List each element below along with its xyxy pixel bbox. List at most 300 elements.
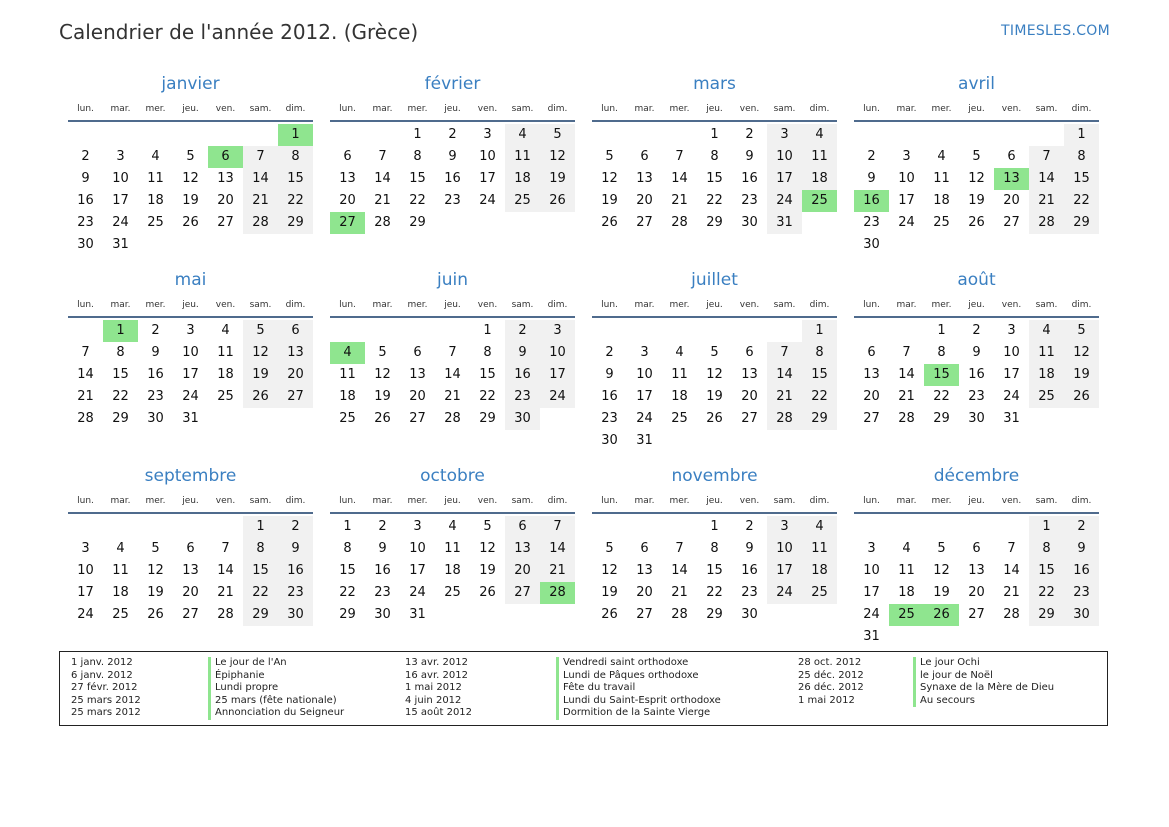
day-cell: 2 — [867, 149, 876, 164]
month-name: juin — [437, 270, 468, 290]
brand-link[interactable]: TIMESLES.COM — [1001, 23, 1110, 39]
day-cell: 31 — [863, 629, 880, 644]
day-cell: 21 — [243, 190, 278, 212]
weekday-label: ven. — [477, 104, 498, 114]
day-cell: 2 — [151, 323, 160, 338]
weekday-label: sam. — [511, 496, 534, 506]
weekday-label: lun. — [339, 300, 356, 310]
weekday-label: lun. — [863, 104, 880, 114]
day-cell: 22 — [409, 193, 426, 208]
day-cell: 24 — [479, 193, 496, 208]
legend-date: 25 mars 2012 — [71, 707, 141, 719]
weekday-header — [68, 98, 313, 122]
day-cell: 31 — [112, 237, 129, 252]
day-cell: 26 — [968, 215, 985, 230]
day-cell: 21 — [217, 585, 234, 600]
holiday-day-cell: 27 — [330, 212, 365, 234]
day-cell: 23 — [601, 411, 618, 426]
weekday-label: sam. — [1035, 300, 1058, 310]
weekday-label: sam. — [249, 300, 272, 310]
day-cell: 26 — [479, 585, 496, 600]
day-cell: 21 — [374, 193, 391, 208]
weekday-label: mar. — [110, 496, 131, 506]
day-cell: 12 — [374, 367, 391, 382]
day-cell: 16 — [374, 563, 391, 578]
day-cell: 11 — [217, 345, 234, 360]
day-cell: 11 — [933, 171, 950, 186]
day-cell: 26 — [374, 411, 391, 426]
weekday-label: ven. — [1001, 496, 1022, 506]
day-cell: 12 — [1064, 342, 1099, 364]
month-name: août — [957, 270, 996, 290]
day-cell: 28 — [243, 212, 278, 234]
day-cell: 2 — [972, 323, 981, 338]
weekday-label: mer. — [145, 496, 166, 506]
day-cell: 27 — [278, 386, 313, 408]
month-block — [330, 268, 575, 464]
empty-cell — [959, 124, 994, 146]
day-cell: 28 — [217, 607, 234, 622]
day-cell: 30 — [374, 607, 391, 622]
day-cell: 2 — [448, 127, 457, 142]
day-cell: 14 — [444, 367, 461, 382]
day-cell: 27 — [409, 411, 426, 426]
day-cell: 8 — [483, 345, 492, 360]
empty-cell — [889, 320, 924, 342]
day-cell: 14 — [243, 168, 278, 190]
day-cell: 17 — [409, 563, 426, 578]
weekday-label: dim. — [809, 496, 830, 506]
month-block — [68, 72, 313, 268]
weekday-label: ven. — [739, 104, 760, 114]
weekday-label: dim. — [547, 300, 568, 310]
day-cell: 23 — [77, 215, 94, 230]
weekday-label: jeu. — [444, 496, 461, 506]
empty-cell — [854, 320, 889, 342]
day-cell: 5 — [540, 124, 575, 146]
weekday-label: sam. — [511, 300, 534, 310]
weekday-header — [854, 490, 1099, 514]
day-cell: 29 — [339, 607, 356, 622]
day-cell: 25 — [217, 389, 234, 404]
day-cell: 25 — [112, 607, 129, 622]
legend-holiday-name: Épiphanie — [208, 670, 344, 683]
day-cell: 23 — [741, 585, 758, 600]
day-cell: 21 — [767, 386, 802, 408]
day-cell: 8 — [1029, 538, 1064, 560]
weekday-label: jeu. — [182, 104, 199, 114]
legend-date: 6 janv. 2012 — [71, 669, 133, 681]
day-cell: 22 — [802, 386, 837, 408]
weekday-label: ven. — [1001, 104, 1022, 114]
day-cell: 18 — [802, 560, 837, 582]
day-cell: 14 — [217, 563, 234, 578]
day-cell: 11 — [112, 563, 129, 578]
weekday-label: mar. — [896, 104, 917, 114]
day-cell: 14 — [671, 563, 688, 578]
month-name: mai — [174, 270, 207, 290]
day-cell: 24 — [636, 411, 653, 426]
weekday-label: dim. — [285, 496, 306, 506]
holiday-day-cell: 28 — [540, 582, 575, 604]
day-cell: 22 — [278, 190, 313, 212]
day-cell: 20 — [741, 389, 758, 404]
day-cell: 6 — [343, 149, 352, 164]
day-cell: 4 — [448, 519, 457, 534]
legend-holiday-name: 25 mars (fête nationale) — [208, 695, 344, 708]
day-cell: 15 — [479, 367, 496, 382]
day-cell: 30 — [505, 408, 540, 430]
day-cell: 29 — [1029, 604, 1064, 626]
day-cell: 13 — [968, 563, 985, 578]
day-cell: 9 — [1064, 538, 1099, 560]
day-cell: 11 — [671, 367, 688, 382]
empty-cell — [662, 124, 697, 146]
day-cell: 7 — [675, 149, 684, 164]
day-cell: 20 — [217, 193, 234, 208]
day-cell: 17 — [112, 193, 129, 208]
day-cell: 5 — [972, 149, 981, 164]
day-cell: 11 — [444, 541, 461, 556]
day-cell: 16 — [77, 193, 94, 208]
day-cell: 20 — [182, 585, 199, 600]
weekday-label: ven. — [739, 496, 760, 506]
day-cell: 4 — [151, 149, 160, 164]
month-name: mars — [693, 74, 736, 94]
day-cell: 19 — [374, 389, 391, 404]
day-cell: 30 — [278, 604, 313, 626]
day-cell: 9 — [151, 345, 160, 360]
weekday-label: ven. — [477, 496, 498, 506]
legend-holiday-name: Lundi du Saint-Esprit orthodoxe — [556, 695, 721, 708]
weekday-header — [330, 294, 575, 318]
weekday-label: dim. — [809, 300, 830, 310]
weekday-label: jeu. — [968, 300, 985, 310]
day-cell: 15 — [1064, 168, 1099, 190]
weekday-label: lun. — [863, 496, 880, 506]
weekday-label: mer. — [931, 104, 952, 114]
day-cell: 2 — [278, 516, 313, 538]
day-cell: 9 — [745, 541, 754, 556]
day-cell: 18 — [802, 168, 837, 190]
day-cell: 23 — [444, 193, 461, 208]
day-cell: 6 — [640, 541, 649, 556]
weekday-label: jeu. — [182, 496, 199, 506]
legend-holiday-name: Lundi de Pâques orthodoxe — [556, 670, 721, 683]
days-grid — [68, 516, 313, 626]
day-cell: 14 — [1029, 168, 1064, 190]
day-cell: 27 — [968, 607, 985, 622]
day-cell: 1 — [802, 320, 837, 342]
day-cell: 5 — [186, 149, 195, 164]
day-cell: 13 — [741, 367, 758, 382]
day-cell: 5 — [243, 320, 278, 342]
day-cell: 30 — [77, 237, 94, 252]
weekday-label: mar. — [372, 496, 393, 506]
day-cell: 12 — [243, 342, 278, 364]
day-cell: 6 — [1007, 149, 1016, 164]
empty-cell — [924, 516, 959, 538]
day-cell: 24 — [1003, 389, 1020, 404]
day-cell: 15 — [802, 364, 837, 386]
day-cell: 4 — [802, 516, 837, 538]
day-cell: 2 — [605, 345, 614, 360]
days-grid — [592, 124, 837, 234]
empty-cell — [173, 124, 208, 146]
empty-cell — [243, 124, 278, 146]
day-cell: 20 — [505, 560, 540, 582]
day-cell: 13 — [278, 342, 313, 364]
month-name: novembre — [671, 466, 758, 486]
day-cell: 14 — [374, 171, 391, 186]
weekday-label: dim. — [1071, 104, 1092, 114]
day-cell: 20 — [636, 193, 653, 208]
empty-cell — [627, 516, 662, 538]
day-cell: 18 — [217, 367, 234, 382]
day-cell: 2 — [378, 519, 387, 534]
day-cell: 20 — [278, 364, 313, 386]
weekday-label: mer. — [145, 300, 166, 310]
day-cell: 1 — [483, 323, 492, 338]
empty-cell — [208, 516, 243, 538]
legend-date: 26 déc. 2012 — [798, 682, 864, 694]
empty-cell — [924, 124, 959, 146]
legend-names-col-1 — [208, 657, 344, 720]
day-cell: 21 — [540, 560, 575, 582]
weekday-header — [68, 490, 313, 514]
month-block — [592, 464, 837, 660]
day-cell: 7 — [902, 345, 911, 360]
day-cell: 25 — [671, 411, 688, 426]
day-cell: 23 — [1064, 582, 1099, 604]
day-cell: 9 — [605, 367, 614, 382]
weekday-label: mer. — [669, 300, 690, 310]
empty-cell — [68, 320, 103, 342]
day-cell: 22 — [1064, 190, 1099, 212]
day-cell: 1 — [710, 519, 719, 534]
day-cell: 29 — [278, 212, 313, 234]
day-cell: 2 — [745, 519, 754, 534]
weekday-label: mer. — [931, 496, 952, 506]
legend-date: 1 mai 2012 — [798, 694, 855, 706]
day-cell: 13 — [636, 563, 653, 578]
empty-cell — [103, 124, 138, 146]
empty-cell — [959, 516, 994, 538]
weekday-label: sam. — [511, 104, 534, 114]
month-block — [68, 464, 313, 660]
day-cell: 11 — [339, 367, 356, 382]
day-cell: 13 — [409, 367, 426, 382]
day-cell: 7 — [243, 146, 278, 168]
weekday-label: lun. — [601, 496, 618, 506]
days-grid — [330, 124, 575, 234]
day-cell: 16 — [147, 367, 164, 382]
legend-holiday-name: Le jour de l'An — [208, 657, 344, 670]
day-cell: 11 — [1029, 342, 1064, 364]
legend-date: 25 déc. 2012 — [798, 669, 864, 681]
weekday-label: sam. — [1035, 104, 1058, 114]
day-cell: 26 — [182, 215, 199, 230]
day-cell: 5 — [1064, 320, 1099, 342]
day-cell: 18 — [444, 563, 461, 578]
legend-holiday-name: Vendredi saint orthodoxe — [556, 657, 721, 670]
month-name: juillet — [691, 270, 738, 290]
weekday-label: lun. — [863, 300, 880, 310]
day-cell: 4 — [1029, 320, 1064, 342]
day-cell: 30 — [741, 215, 758, 230]
weekday-header — [854, 294, 1099, 318]
day-cell: 31 — [636, 433, 653, 448]
weekday-label: mer. — [931, 300, 952, 310]
weekday-label: jeu. — [968, 496, 985, 506]
weekday-label: mer. — [669, 104, 690, 114]
day-cell: 1 — [413, 127, 422, 142]
month-block — [854, 72, 1099, 268]
day-cell: 14 — [1003, 563, 1020, 578]
day-cell: 28 — [898, 411, 915, 426]
day-cell: 9 — [867, 171, 876, 186]
day-cell: 3 — [767, 124, 802, 146]
day-cell: 12 — [479, 541, 496, 556]
days-grid — [330, 320, 575, 430]
day-cell: 19 — [933, 585, 950, 600]
day-cell: 18 — [147, 193, 164, 208]
day-cell: 9 — [378, 541, 387, 556]
empty-cell — [138, 516, 173, 538]
day-cell: 14 — [540, 538, 575, 560]
day-cell: 20 — [863, 389, 880, 404]
day-cell: 21 — [898, 389, 915, 404]
empty-cell — [400, 320, 435, 342]
legend-holiday-name: Annonciation du Seigneur — [208, 707, 344, 720]
empty-cell — [103, 516, 138, 538]
empty-cell — [365, 124, 400, 146]
day-cell: 9 — [972, 345, 981, 360]
day-cell: 17 — [863, 585, 880, 600]
weekday-label: lun. — [601, 300, 618, 310]
day-cell: 6 — [640, 149, 649, 164]
days-grid — [330, 516, 575, 626]
day-cell: 12 — [968, 171, 985, 186]
holiday-day-cell: 4 — [330, 342, 365, 364]
day-cell: 2 — [505, 320, 540, 342]
weekday-label: sam. — [1035, 496, 1058, 506]
day-cell: 22 — [933, 389, 950, 404]
day-cell: 1 — [243, 516, 278, 538]
empty-cell — [173, 516, 208, 538]
weekday-label: jeu. — [444, 104, 461, 114]
day-cell: 25 — [505, 190, 540, 212]
legend-holiday-name: Au secours — [913, 695, 1054, 708]
day-cell: 5 — [483, 519, 492, 534]
weekday-label: sam. — [773, 300, 796, 310]
day-cell: 29 — [706, 607, 723, 622]
day-cell: 27 — [182, 607, 199, 622]
days-grid — [854, 320, 1099, 430]
weekday-label: mar. — [372, 300, 393, 310]
weekday-header — [330, 98, 575, 122]
day-cell: 28 — [671, 215, 688, 230]
day-cell: 16 — [278, 560, 313, 582]
day-cell: 17 — [1003, 367, 1020, 382]
day-cell: 4 — [802, 124, 837, 146]
day-cell: 30 — [1064, 604, 1099, 626]
day-cell: 10 — [112, 171, 129, 186]
day-cell: 8 — [413, 149, 422, 164]
day-cell: 23 — [505, 386, 540, 408]
day-cell: 11 — [802, 146, 837, 168]
day-cell: 12 — [601, 563, 618, 578]
holiday-day-cell: 1 — [278, 124, 313, 146]
weekday-label: mer. — [407, 300, 428, 310]
day-cell: 17 — [767, 560, 802, 582]
day-cell: 29 — [802, 408, 837, 430]
day-cell: 4 — [505, 124, 540, 146]
day-cell: 19 — [243, 364, 278, 386]
month-name: octobre — [420, 466, 485, 486]
day-cell: 13 — [863, 367, 880, 382]
weekday-label: mar. — [634, 496, 655, 506]
weekday-label: lun. — [601, 104, 618, 114]
day-cell: 30 — [147, 411, 164, 426]
weekday-label: mar. — [634, 300, 655, 310]
weekday-header — [854, 98, 1099, 122]
day-cell: 28 — [77, 411, 94, 426]
day-cell: 3 — [767, 516, 802, 538]
weekday-label: dim. — [547, 104, 568, 114]
empty-cell — [68, 516, 103, 538]
day-cell: 3 — [902, 149, 911, 164]
day-cell: 23 — [863, 215, 880, 230]
day-cell: 19 — [182, 193, 199, 208]
month-name: février — [424, 74, 481, 94]
day-cell: 3 — [540, 320, 575, 342]
day-cell: 8 — [710, 149, 719, 164]
day-cell: 30 — [863, 237, 880, 252]
day-cell: 6 — [505, 516, 540, 538]
day-cell: 20 — [409, 389, 426, 404]
day-cell: 12 — [706, 367, 723, 382]
day-cell: 26 — [601, 607, 618, 622]
month-block — [330, 464, 575, 660]
day-cell: 3 — [867, 541, 876, 556]
empty-cell — [330, 124, 365, 146]
day-cell: 8 — [116, 345, 125, 360]
day-cell: 14 — [767, 364, 802, 386]
weekday-label: mer. — [669, 496, 690, 506]
day-cell: 16 — [741, 171, 758, 186]
days-grid — [68, 320, 313, 430]
day-cell: 4 — [116, 541, 125, 556]
day-cell: 21 — [671, 585, 688, 600]
day-cell: 23 — [968, 389, 985, 404]
empty-cell — [138, 124, 173, 146]
weekday-label: ven. — [215, 496, 236, 506]
legend-holiday-name: Dormition de la Sainte Vierge — [556, 707, 721, 720]
day-cell: 19 — [540, 168, 575, 190]
month-block — [592, 72, 837, 268]
day-cell: 16 — [601, 389, 618, 404]
month-block — [592, 268, 837, 464]
day-cell: 11 — [898, 563, 915, 578]
day-cell: 28 — [671, 607, 688, 622]
empty-cell — [627, 124, 662, 146]
weekday-label: sam. — [773, 496, 796, 506]
empty-cell — [68, 124, 103, 146]
weekday-label: jeu. — [706, 496, 723, 506]
day-cell: 22 — [1029, 582, 1064, 604]
day-cell: 12 — [933, 563, 950, 578]
